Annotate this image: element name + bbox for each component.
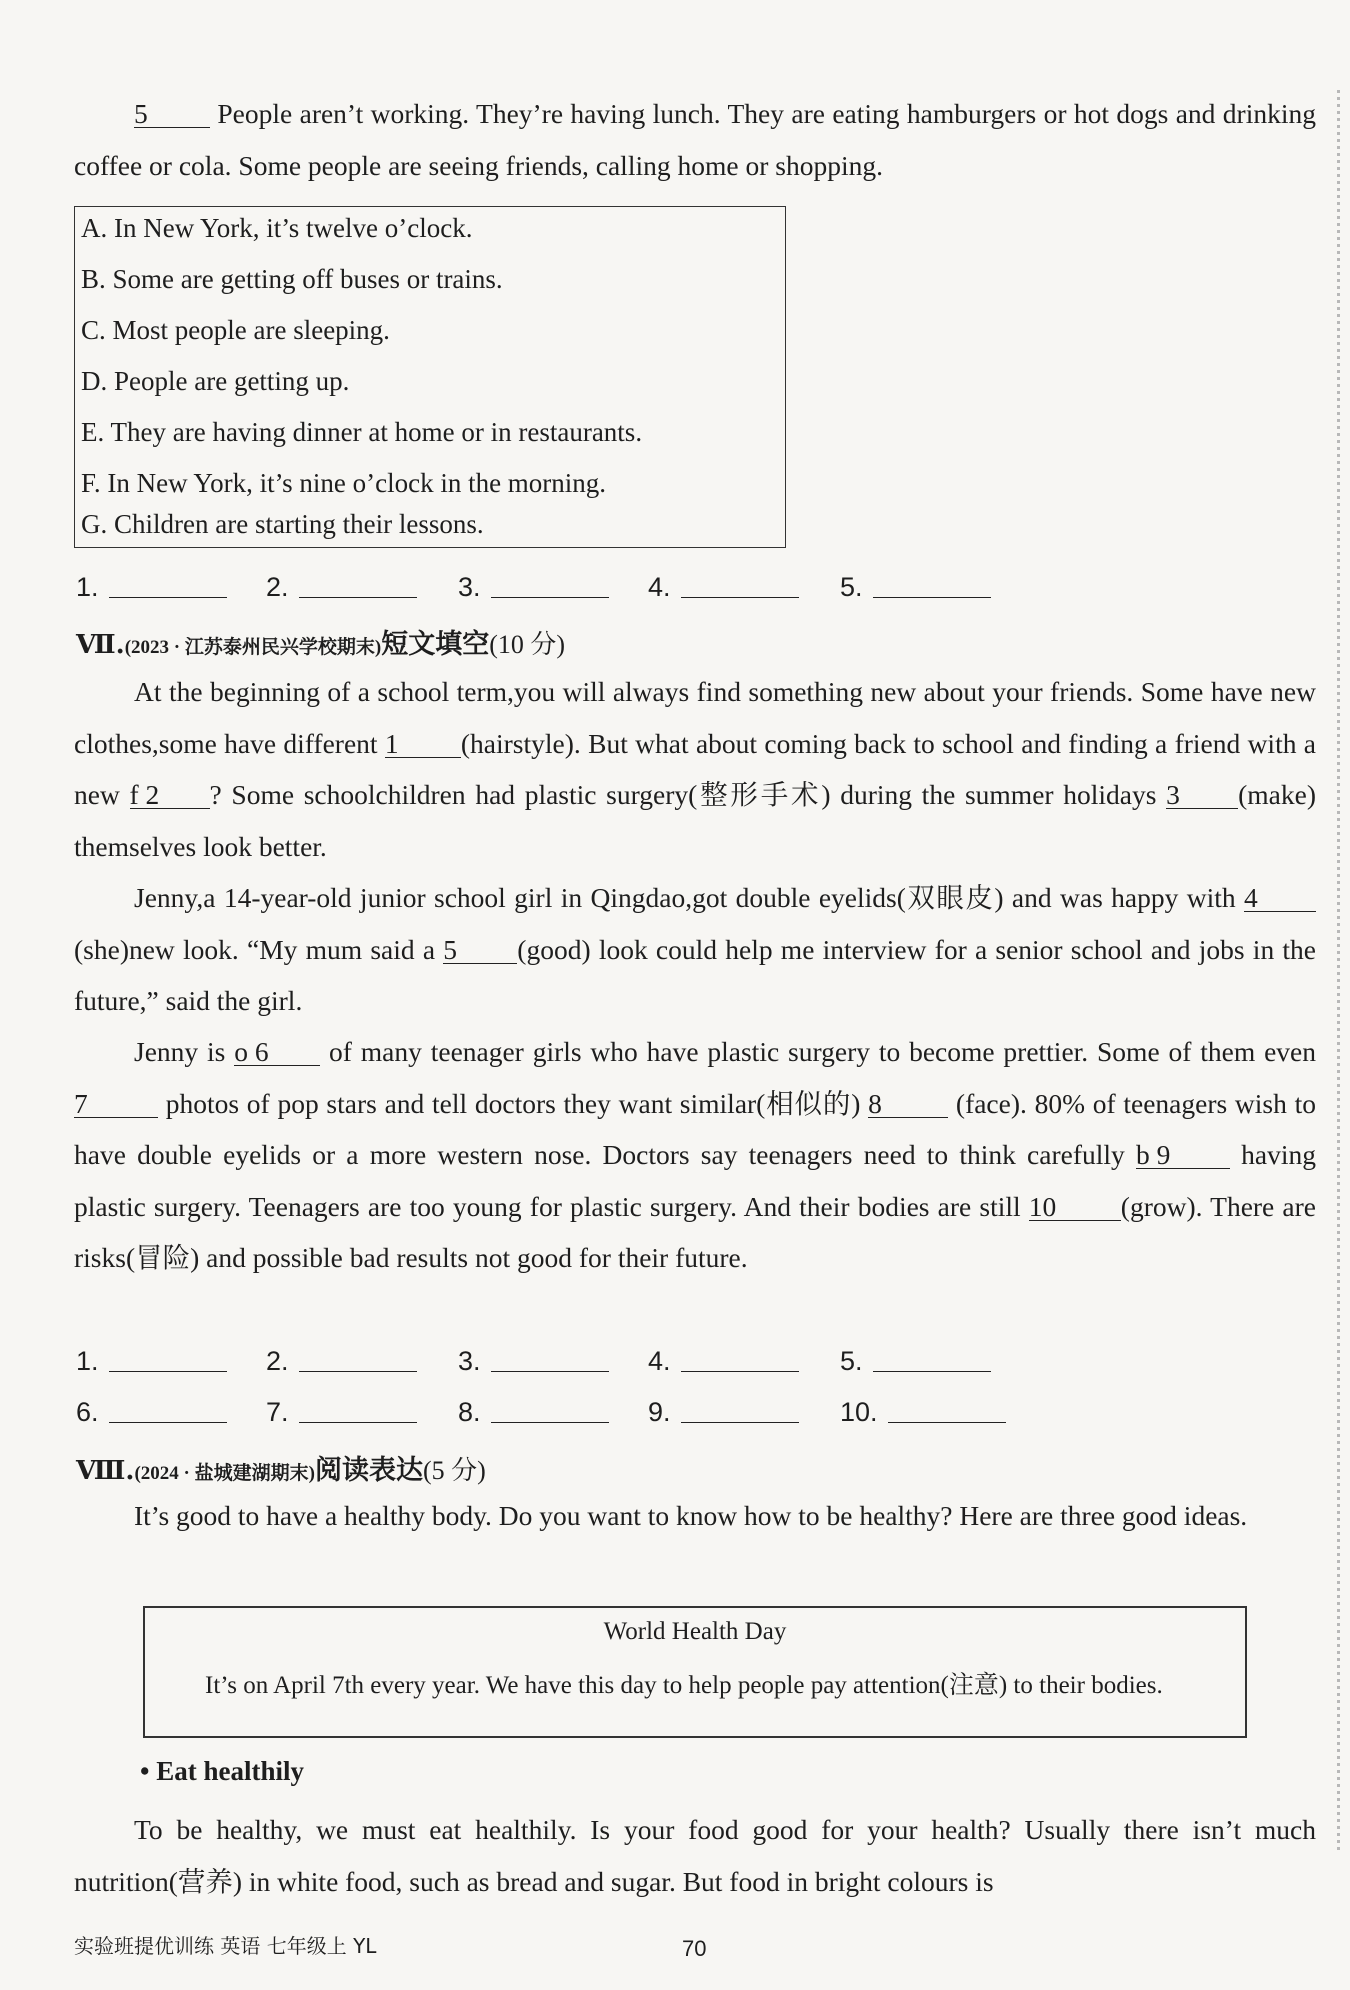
info-box-text: It’s on April 7th every year. We have this day to help people pay attention(注意) to their bodies. bbox=[205, 1672, 1163, 1699]
option-d: D. People are getting up. bbox=[81, 366, 350, 396]
answer-number: 6. bbox=[76, 1397, 99, 1427]
answer-number: 4. bbox=[648, 1346, 671, 1376]
passage-paragraph bbox=[74, 666, 1316, 872]
answer-item bbox=[840, 1346, 991, 1377]
answer-number: 1. bbox=[76, 572, 99, 602]
answer-line[interactable] bbox=[299, 1347, 417, 1372]
answer-number: 3. bbox=[458, 572, 481, 602]
paragraph-text: (she)new look. “My mum said a bbox=[74, 933, 436, 965]
answer-blank: 4 bbox=[1244, 885, 1316, 912]
answer-blank: 10 bbox=[1029, 1194, 1121, 1221]
answer-line[interactable] bbox=[681, 1398, 799, 1423]
answer-line[interactable] bbox=[109, 1347, 227, 1372]
answer-item bbox=[266, 1397, 417, 1428]
answer-item bbox=[840, 1397, 1006, 1428]
answer-line[interactable] bbox=[491, 1347, 609, 1372]
paragraph-text: (face). 80% of teenagers wish to have double eyelids or a more western nose. Doctors say teenagers need to think carefully bbox=[74, 1087, 1317, 1170]
option-e: E. They are having dinner at home or in restaurants. bbox=[81, 417, 643, 447]
answer-number: 3. bbox=[458, 1346, 481, 1376]
section-score: (10 分) bbox=[489, 630, 566, 659]
section-header-7 bbox=[76, 622, 565, 661]
option-a: A. In New York, it’s twelve o’clock. bbox=[81, 213, 473, 243]
answer-item bbox=[458, 1397, 609, 1428]
answer-item bbox=[458, 1346, 609, 1377]
paragraph-text: photos of pop stars and tell doctors they want similar(相似的) bbox=[165, 1087, 861, 1119]
answer-line[interactable] bbox=[109, 1398, 227, 1423]
subheading: • Eat healthily bbox=[140, 1756, 304, 1786]
answer-item bbox=[840, 572, 991, 603]
answer-number: 10. bbox=[840, 1397, 878, 1427]
answer-blank: 3 bbox=[1166, 782, 1238, 809]
answer-number: 7. bbox=[266, 1397, 289, 1427]
answer-line[interactable] bbox=[491, 573, 609, 598]
page-edge-shadow bbox=[1337, 90, 1340, 1850]
answer-line[interactable] bbox=[299, 1398, 417, 1423]
passage-paragraph-5 bbox=[74, 88, 1316, 191]
paragraph-text: (grow). There are risks(冒险) and possible bad results not good for their future. bbox=[74, 1190, 1316, 1273]
answer-item bbox=[266, 1346, 417, 1377]
answer-blank: b 9 bbox=[1136, 1142, 1230, 1169]
answer-number: 5. bbox=[840, 572, 863, 602]
paragraph-text: having plastic surgery. Teenagers are too young for plastic surgery. And their bodies are still bbox=[74, 1139, 1316, 1222]
answer-line[interactable] bbox=[299, 573, 417, 598]
paragraph-text: (hairstyle). But what about coming back to school and finding a friend with a new bbox=[74, 727, 1316, 810]
answer-item bbox=[458, 572, 609, 603]
answer-item bbox=[76, 1397, 227, 1428]
answer-item bbox=[648, 1346, 799, 1377]
answer-number: 1. bbox=[76, 1346, 99, 1376]
answer-line[interactable] bbox=[491, 1398, 609, 1423]
answer-blank: o 6 bbox=[234, 1039, 320, 1066]
answer-item bbox=[266, 572, 417, 603]
answer-line[interactable] bbox=[681, 1347, 799, 1372]
answer-blank: 1 bbox=[385, 731, 461, 758]
section-header-8 bbox=[76, 1448, 486, 1487]
section-score: (5 分) bbox=[422, 1456, 486, 1485]
info-box-title: World Health Day bbox=[603, 1618, 787, 1645]
answer-line[interactable] bbox=[873, 1347, 991, 1372]
info-box bbox=[143, 1606, 1247, 1738]
answer-line[interactable] bbox=[109, 573, 227, 598]
section-number: Ⅶ. bbox=[76, 630, 125, 660]
answer-blank: 5 bbox=[134, 101, 210, 128]
options-box bbox=[74, 206, 786, 548]
answer-blank: 5 bbox=[443, 937, 517, 964]
answer-line[interactable] bbox=[873, 573, 991, 598]
option-g: G. Children are starting their lessons. bbox=[81, 509, 484, 539]
section-number: Ⅷ. bbox=[76, 1456, 135, 1486]
answer-item bbox=[648, 572, 799, 603]
answer-number: 4. bbox=[648, 572, 671, 602]
answer-number: 2. bbox=[266, 572, 289, 602]
paragraph-text: ? Some schoolchildren had plastic surgery(整形手术) during the summer holidays bbox=[209, 779, 1157, 810]
answer-item bbox=[648, 1397, 799, 1428]
page-number: 70 bbox=[682, 1936, 707, 1961]
paragraph-text: At the beginning of a school term,you will always find something new about your friends. Some have new clothes,some have different bbox=[74, 676, 1316, 759]
answer-number: 8. bbox=[458, 1397, 481, 1427]
paragraph-text: Jenny is bbox=[134, 1036, 226, 1067]
paragraph-text: Jenny,a 14-year-old junior school girl in Qingdao,got double eyelids(双眼皮) and was happy with bbox=[134, 882, 1236, 913]
option-f: F. In New York, it’s nine o’clock in the morning. bbox=[81, 468, 607, 498]
paragraph-text: (make) themselves look better. bbox=[74, 779, 1316, 862]
section-title: 短文填空 bbox=[381, 629, 490, 660]
answer-number: 5. bbox=[840, 1346, 863, 1376]
answer-item bbox=[76, 1346, 227, 1377]
passage-paragraph bbox=[74, 1026, 1316, 1284]
answer-number: 9. bbox=[648, 1397, 671, 1427]
option-c: C. Most people are sleeping. bbox=[81, 315, 390, 345]
answer-blank: f 2 bbox=[130, 782, 210, 809]
answer-line[interactable] bbox=[888, 1398, 1006, 1423]
section-source: (2023 · 江苏泰州民兴学校期末) bbox=[124, 637, 382, 658]
passage-paragraph bbox=[74, 872, 1316, 1027]
section-source: (2024 · 盐城建湖期末) bbox=[134, 1463, 315, 1484]
section-intro: It’s good to have a healthy body. Do you want to know how to be healthy? Here are three good ideas. bbox=[134, 1500, 1248, 1531]
paragraph-text: of many teenager girls who have plastic surgery to become prettier. Some of them even bbox=[329, 1036, 1316, 1067]
passage-paragraph: To be healthy, we must eat healthily. Is your food good for your health? Usually there isn’t much nutrition(营养) in white food, such as bread and sugar. But food in bright colours is bbox=[74, 1814, 1316, 1897]
section-title: 阅读表达 bbox=[314, 1455, 423, 1486]
answer-blank: 7 bbox=[74, 1091, 158, 1118]
answer-number: 2. bbox=[266, 1346, 289, 1376]
paragraph-text: People aren’t working. They’re having lunch. They are eating hamburgers or hot dogs and drinking coffee or cola. Some people are seeing friends, calling home or shopping. bbox=[74, 98, 1317, 181]
option-b: B. Some are getting off buses or trains. bbox=[81, 264, 503, 294]
answer-item bbox=[76, 572, 227, 603]
answer-line[interactable] bbox=[681, 573, 799, 598]
footer-book-title: 实验班提优训练 英语 七年级上 YL bbox=[74, 1934, 377, 1958]
paragraph-text: (good) look could help me interview for a senior school and jobs in the future,” said the girl. bbox=[74, 933, 1317, 1016]
answer-blank: 8 bbox=[868, 1091, 948, 1118]
